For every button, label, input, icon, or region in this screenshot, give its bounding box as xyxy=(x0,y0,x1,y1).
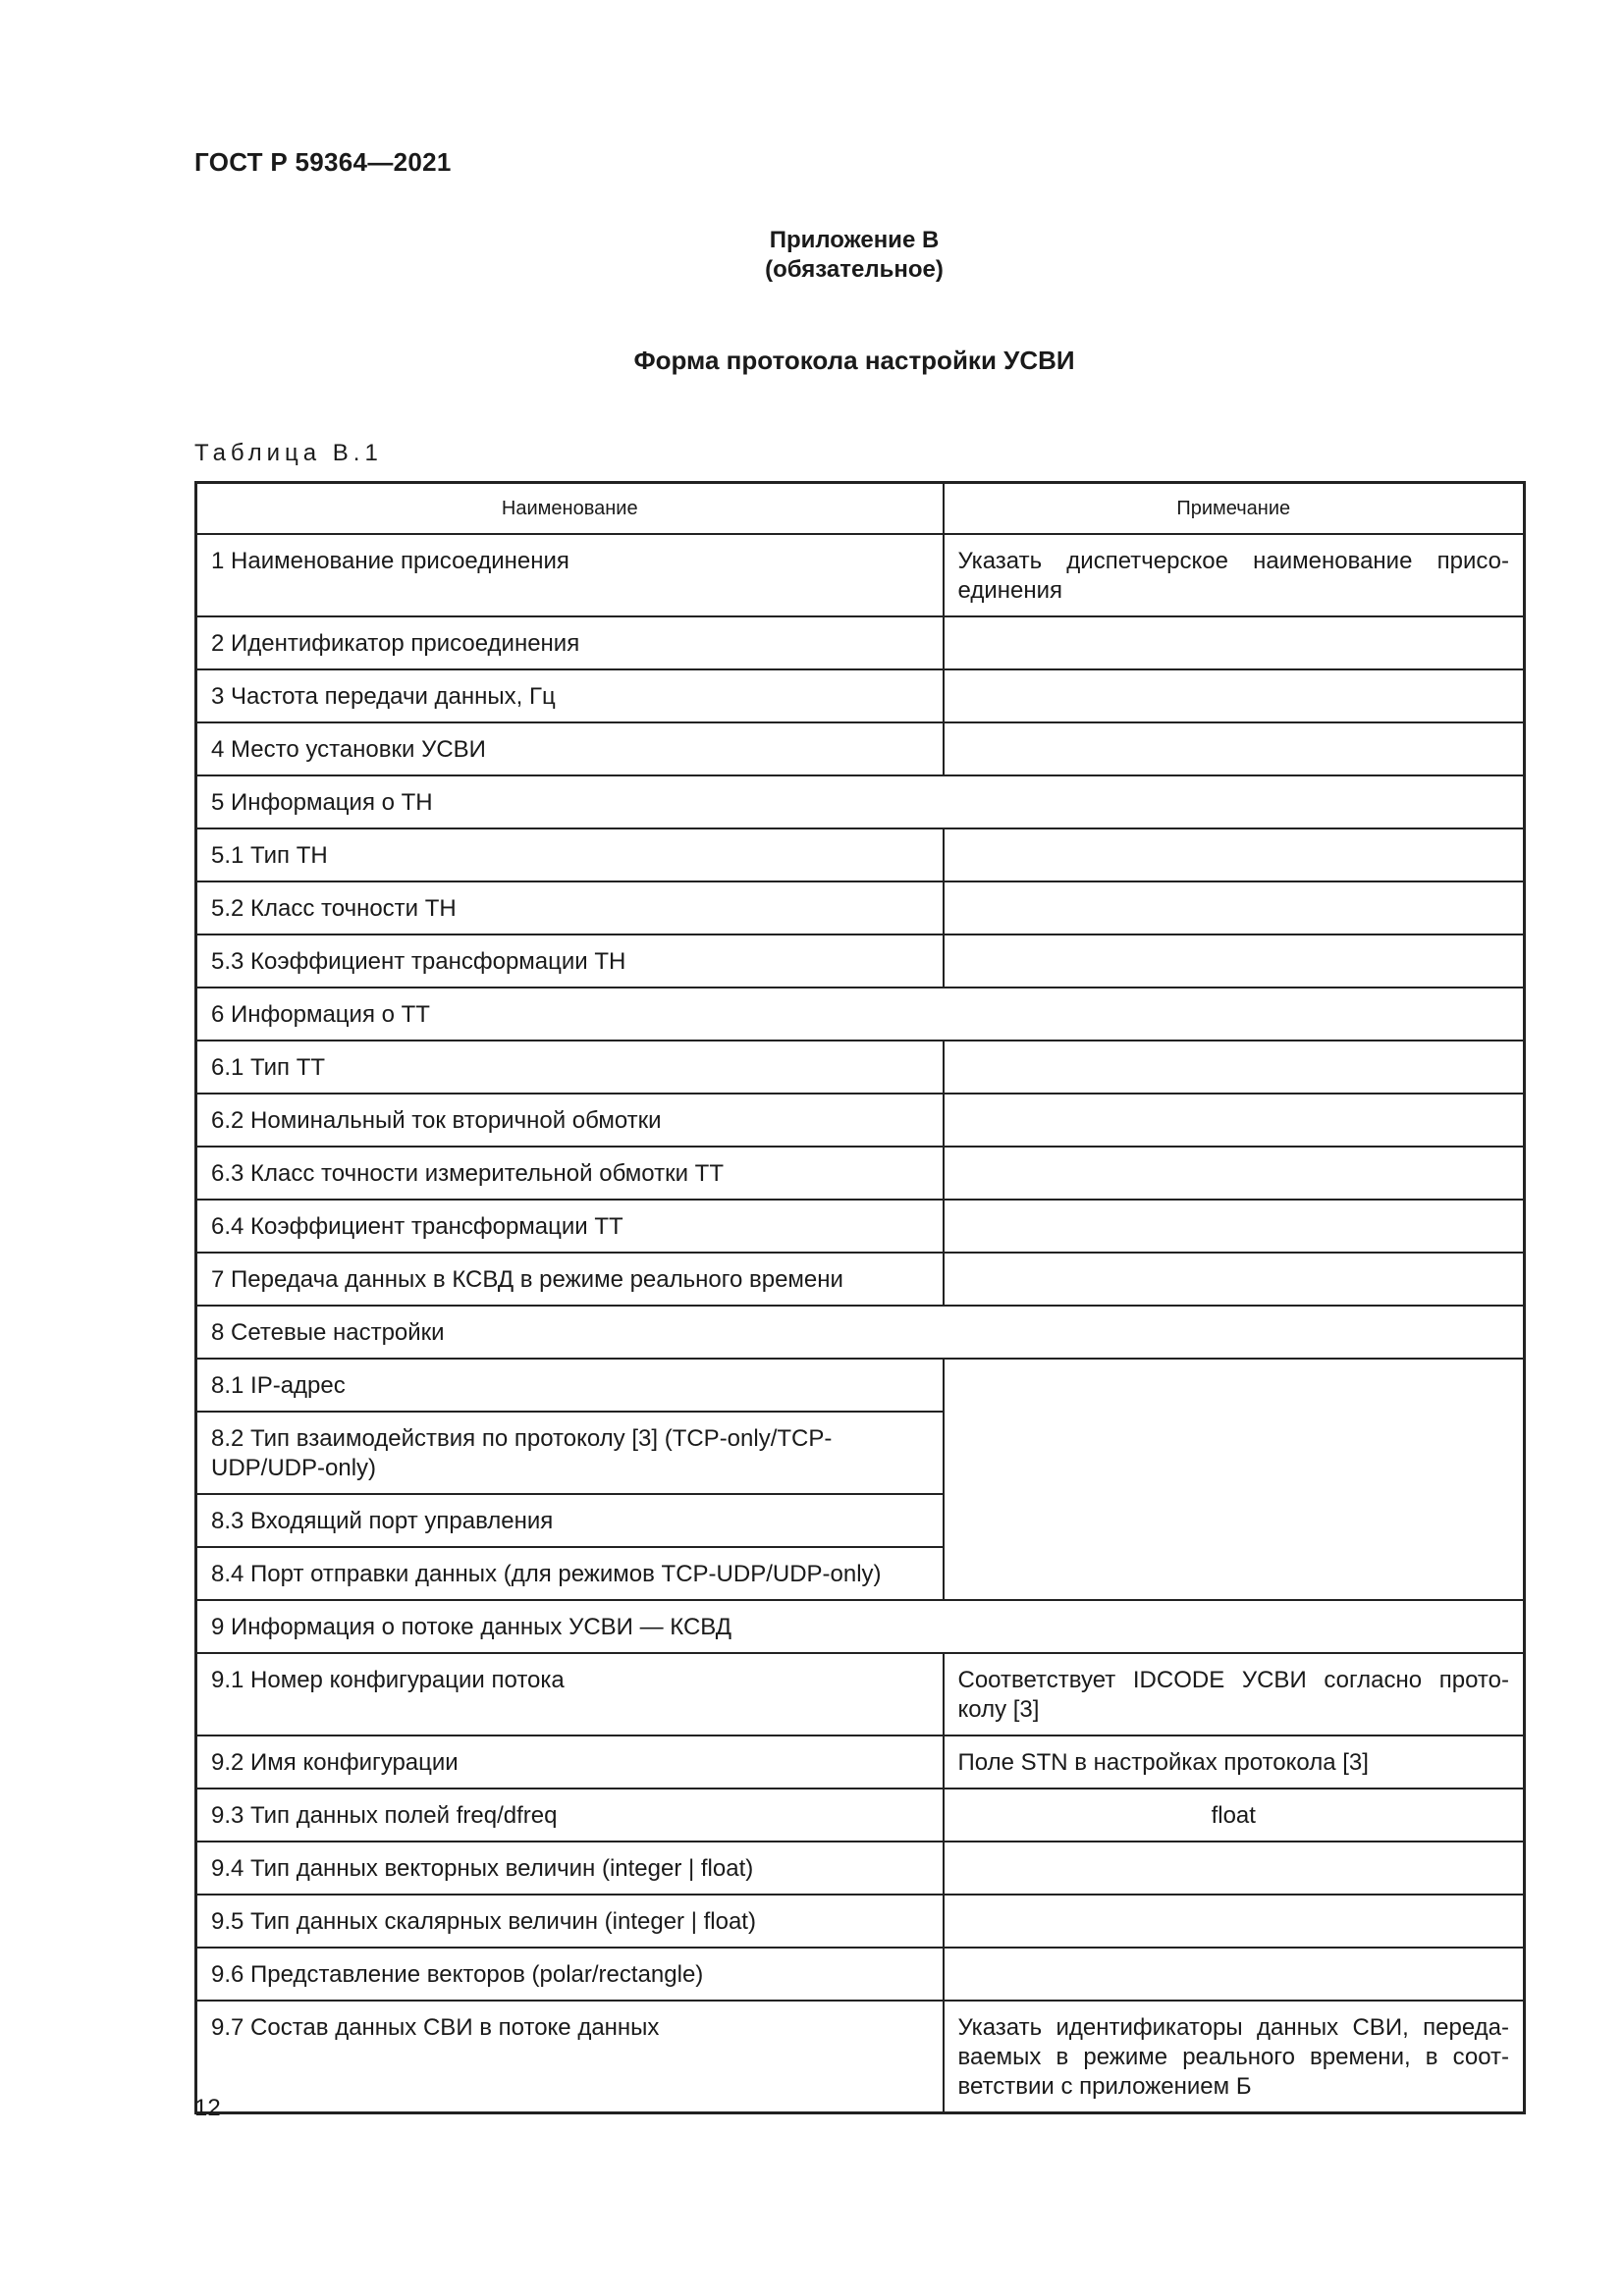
row-name: 8.4 Порт отправки данных (для режимов TCP-UDP/UDP-only) xyxy=(196,1547,944,1600)
table-section-row xyxy=(196,988,1525,1041)
settings-protocol-table-wrapper xyxy=(194,481,1523,2114)
table-row xyxy=(196,1253,1525,1306)
row-note: float xyxy=(944,1789,1525,1842)
row-name: 4 Место установки УСВИ xyxy=(196,722,944,775)
table-row xyxy=(196,1653,1525,1735)
row-name: 3 Частота передачи данных, Гц xyxy=(196,669,944,722)
settings-protocol-table xyxy=(194,481,1526,2114)
table-row xyxy=(196,828,1525,881)
table-row xyxy=(196,1895,1525,1948)
row-name: 6.3 Класс точности измерительной обмотки ТТ xyxy=(196,1147,944,1200)
row-name: 9.4 Тип данных векторных величин (integer | float) xyxy=(196,1842,944,1895)
row-note xyxy=(944,669,1525,722)
row-note xyxy=(944,1842,1525,1895)
table-row xyxy=(196,881,1525,934)
row-name: 9.1 Номер конфигурации потока xyxy=(196,1653,944,1735)
row-note xyxy=(944,722,1525,775)
row-note xyxy=(944,1948,1525,2001)
table-row xyxy=(196,1948,1525,2001)
row-note xyxy=(944,1094,1525,1147)
row-note xyxy=(944,1147,1525,1200)
row-note xyxy=(944,1895,1525,1948)
table-row xyxy=(196,1094,1525,1147)
row-name: 5.2 Класс точности ТН xyxy=(196,881,944,934)
row-name: 9.5 Тип данных скалярных величин (integer | float) xyxy=(196,1895,944,1948)
table-row xyxy=(196,2001,1525,2113)
row-note-merged xyxy=(944,1359,1525,1600)
row-name: 1 Наименование присоединения xyxy=(196,534,944,616)
row-note xyxy=(944,616,1525,669)
row-name: 5.3 Коэффициент трансформации ТН xyxy=(196,934,944,988)
section-heading: 9 Информация о потоке данных УСВИ — КСВД xyxy=(196,1600,1525,1653)
table-header-row xyxy=(196,483,1525,535)
table-row xyxy=(196,669,1525,722)
table-section-row xyxy=(196,1600,1525,1653)
table-row xyxy=(196,1147,1525,1200)
row-name: 5.1 Тип ТН xyxy=(196,828,944,881)
row-note xyxy=(944,881,1525,934)
column-header-name: Наименование xyxy=(196,483,944,535)
table-row xyxy=(196,534,1525,616)
table-row xyxy=(196,722,1525,775)
row-name: 2 Идентификатор присоединения xyxy=(196,616,944,669)
table-caption: Таблица В.1 xyxy=(194,440,383,466)
page-number: 12 xyxy=(194,2095,221,2121)
row-name: 9.6 Представление векторов (polar/rectangle) xyxy=(196,1948,944,2001)
table-row xyxy=(196,1200,1525,1253)
table-row xyxy=(196,1789,1525,1842)
row-name: 7 Передача данных в КСВД в режиме реального времени xyxy=(196,1253,944,1306)
section-heading: 5 Информация о ТН xyxy=(196,775,1525,828)
row-note xyxy=(944,1041,1525,1094)
table-row xyxy=(196,1359,1525,1412)
row-name: 6.4 Коэффициент трансформации ТТ xyxy=(196,1200,944,1253)
appendix-status: (обязательное) xyxy=(765,256,944,283)
row-note xyxy=(944,828,1525,881)
document-code: ГОСТ Р 59364—2021 xyxy=(194,147,452,177)
row-note xyxy=(944,1200,1525,1253)
table-section-row xyxy=(196,775,1525,828)
row-note xyxy=(944,1253,1525,1306)
row-note: Указать диспетчерское наименование присо-единения xyxy=(944,534,1525,616)
row-name: 6.1 Тип ТТ xyxy=(196,1041,944,1094)
row-note xyxy=(944,934,1525,988)
row-note: Поле STN в настройках протокола [3] xyxy=(944,1735,1525,1789)
row-name: 9.7 Состав данных СВИ в потоке данных xyxy=(196,2001,944,2113)
section-heading: 6 Информация о ТТ xyxy=(196,988,1525,1041)
row-name: 8.2 Тип взаимодействия по протоколу [3] (TCP-only/TCP-UDP/UDP-only) xyxy=(196,1412,944,1494)
table-section-row xyxy=(196,1306,1525,1359)
row-name: 8.1 IP-адрес xyxy=(196,1359,944,1412)
table-row xyxy=(196,934,1525,988)
table-row xyxy=(196,1735,1525,1789)
appendix-title: Приложение В xyxy=(769,227,940,253)
row-note: Указать идентификаторы данных СВИ, переда-ваемых в режиме реального времени, в соот-ветствии с приложением Б xyxy=(944,2001,1525,2113)
row-name: 9.2 Имя конфигурации xyxy=(196,1735,944,1789)
table-row xyxy=(196,1842,1525,1895)
row-note: Соответствует IDCODE УСВИ согласно прото-колу [3] xyxy=(944,1653,1525,1735)
row-name: 8.3 Входящий порт управления xyxy=(196,1494,944,1547)
section-heading: 8 Сетевые настройки xyxy=(196,1306,1525,1359)
table-row xyxy=(196,1041,1525,1094)
row-name: 6.2 Номинальный ток вторичной обмотки xyxy=(196,1094,944,1147)
column-header-note: Примечание xyxy=(944,483,1525,535)
table-row xyxy=(196,616,1525,669)
form-title: Форма протокола настройки УСВИ xyxy=(633,346,1075,375)
row-name: 9.3 Тип данных полей freq/dfreq xyxy=(196,1789,944,1842)
